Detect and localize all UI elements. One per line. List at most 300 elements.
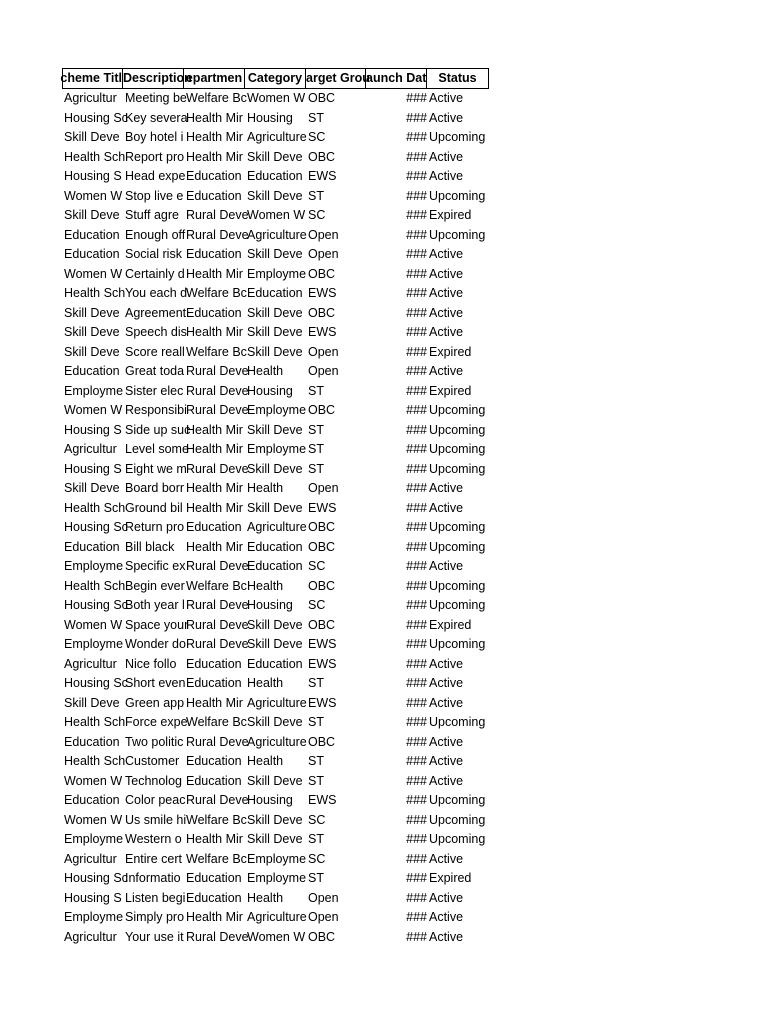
status-cell[interactable]: Upcoming — [429, 130, 486, 144]
launch-date-cell[interactable]: ### — [406, 227, 427, 242]
description-cell[interactable]: Bill black — [125, 539, 175, 554]
department-cell[interactable]: Education — [186, 773, 242, 788]
status-cell[interactable]: Active — [429, 754, 464, 768]
scheme-title-cell[interactable]: Employme — [64, 637, 124, 651]
category-cell[interactable]: Education — [247, 559, 303, 573]
scheme-title-cell[interactable]: Skill Deve — [64, 344, 120, 359]
description-cell[interactable]: Stop live e — [125, 188, 184, 203]
target-group-cell[interactable]: Open — [308, 364, 339, 378]
launch-date-cell[interactable]: ### — [406, 929, 427, 944]
target-group-cell[interactable]: ST — [308, 383, 324, 398]
description-cell[interactable]: Score reall — [125, 344, 185, 359]
target-group-cell[interactable]: SC — [308, 598, 326, 612]
status-cell[interactable]: Upcoming — [429, 403, 486, 417]
target-group-cell[interactable]: OBC — [308, 929, 336, 944]
department-cell[interactable]: Health Mir — [186, 910, 243, 924]
description-cell[interactable]: Speech dis — [125, 325, 187, 339]
target-group-cell[interactable]: EWS — [308, 695, 337, 710]
status-cell[interactable]: Active — [429, 559, 464, 573]
launch-date-cell[interactable]: ### — [406, 91, 427, 105]
scheme-title-cell[interactable]: Education — [64, 227, 120, 242]
scheme-title-cell[interactable]: Education — [64, 364, 120, 378]
launch-date-cell[interactable]: ### — [406, 442, 427, 456]
department-cell[interactable]: Health Mir — [186, 149, 243, 164]
department-cell[interactable]: Health Mir — [186, 266, 243, 281]
target-group-cell[interactable]: Open — [308, 481, 339, 495]
scheme-title-cell[interactable]: Women W — [64, 403, 123, 417]
launch-date-cell[interactable]: ### — [406, 383, 427, 398]
status-cell[interactable]: Upcoming — [429, 793, 486, 807]
scheme-title-cell[interactable]: Skill Deve — [64, 130, 120, 144]
target-group-cell[interactable]: Open — [308, 227, 339, 242]
status-cell[interactable]: Active — [429, 149, 464, 164]
department-cell[interactable]: Rural Deve — [186, 208, 249, 222]
status-cell[interactable]: Active — [429, 890, 464, 905]
target-group-cell[interactable]: EWS — [308, 325, 337, 339]
description-cell[interactable]: Begin ever — [125, 578, 185, 593]
launch-date-cell[interactable]: ### — [406, 266, 427, 281]
description-cell[interactable]: Boy hotel i — [125, 130, 184, 144]
description-cell[interactable]: Head expe — [125, 169, 186, 183]
status-cell[interactable]: Upcoming — [429, 832, 486, 846]
target-group-cell[interactable]: SC — [308, 851, 326, 866]
description-cell[interactable]: Two politic — [125, 734, 184, 749]
description-cell[interactable]: Side up suc — [125, 422, 191, 437]
target-group-cell[interactable]: SC — [308, 812, 326, 827]
target-group-cell[interactable]: ST — [308, 871, 324, 885]
launch-date-cell[interactable]: ### — [406, 656, 427, 671]
department-cell[interactable]: Health Mir — [186, 832, 243, 846]
status-cell[interactable]: Active — [429, 266, 464, 281]
category-cell[interactable]: Health — [247, 364, 284, 378]
category-cell[interactable]: Skill Deve — [247, 461, 303, 476]
category-cell[interactable]: Health — [247, 578, 284, 593]
target-group-cell[interactable]: EWS — [308, 793, 337, 807]
category-cell[interactable]: Skill Deve — [247, 637, 303, 651]
scheme-title-cell[interactable]: Women W — [64, 617, 123, 632]
launch-date-cell[interactable]: ### — [406, 812, 427, 827]
description-cell[interactable]: Nice follo — [125, 656, 177, 671]
target-group-cell[interactable]: ST — [308, 715, 324, 729]
department-cell[interactable]: Health Mir — [186, 539, 243, 554]
launch-date-cell[interactable]: ### — [406, 286, 427, 300]
launch-date-cell[interactable]: ### — [406, 110, 427, 125]
status-cell[interactable]: Upcoming — [429, 578, 486, 593]
status-cell[interactable]: Expired — [429, 383, 472, 398]
target-group-cell[interactable]: Open — [308, 247, 339, 261]
target-group-cell[interactable]: EWS — [308, 637, 337, 651]
target-group-cell[interactable]: OBC — [308, 539, 336, 554]
category-cell[interactable]: Education — [247, 539, 303, 554]
scheme-title-cell[interactable]: Skill Deve — [64, 325, 120, 339]
target-group-cell[interactable]: ST — [308, 110, 324, 125]
scheme-title-cell[interactable]: Women W — [64, 266, 123, 281]
category-cell[interactable]: Skill Deve — [247, 305, 303, 320]
status-cell[interactable]: Active — [429, 305, 464, 320]
scheme-title-cell[interactable]: Women W — [64, 773, 123, 788]
status-cell[interactable]: Active — [429, 676, 464, 690]
department-cell[interactable]: Rural Deve — [186, 734, 249, 749]
scheme-title-cell[interactable]: Health Sch — [64, 715, 126, 729]
scheme-title-cell[interactable]: Housing Sc — [64, 110, 128, 125]
launch-date-cell[interactable]: ### — [406, 169, 427, 183]
launch-date-cell[interactable]: ### — [406, 403, 427, 417]
scheme-title-cell[interactable]: Education — [64, 793, 120, 807]
description-cell[interactable]: Both year l — [125, 598, 185, 612]
target-group-cell[interactable]: OBC — [308, 266, 336, 281]
target-group-cell[interactable]: OBC — [308, 305, 336, 320]
category-cell[interactable]: Employme — [247, 851, 307, 866]
scheme-title-cell[interactable]: Agricultur — [64, 442, 117, 456]
launch-date-cell[interactable]: ### — [406, 617, 427, 632]
launch-date-cell[interactable]: ### — [406, 520, 427, 534]
description-cell[interactable]: Stuff agre — [125, 208, 179, 222]
scheme-title-cell[interactable]: Women W — [64, 188, 123, 203]
description-cell[interactable]: Return pro — [125, 520, 185, 534]
header-target-group[interactable]: arget Grou — [306, 68, 366, 89]
launch-date-cell[interactable]: ### — [406, 149, 427, 164]
scheme-title-cell[interactable]: Housing Sc — [64, 871, 128, 885]
scheme-title-cell[interactable]: Housing S — [64, 890, 122, 905]
scheme-title-cell[interactable]: Housing Sc — [64, 520, 128, 534]
description-cell[interactable]: Meeting be — [125, 91, 187, 105]
launch-date-cell[interactable]: ### — [406, 871, 427, 885]
status-cell[interactable]: Active — [429, 734, 464, 749]
description-cell[interactable]: Entire cert — [125, 851, 182, 866]
department-cell[interactable]: Education — [186, 754, 242, 768]
description-cell[interactable]: You each d — [125, 286, 188, 300]
category-cell[interactable]: Skill Deve — [247, 832, 303, 846]
status-cell[interactable]: Active — [429, 91, 464, 105]
category-cell[interactable]: Health — [247, 481, 284, 495]
category-cell[interactable]: Women W — [247, 929, 306, 944]
launch-date-cell[interactable]: ### — [406, 559, 427, 573]
category-cell[interactable]: Housing — [247, 383, 293, 398]
target-group-cell[interactable]: ST — [308, 832, 324, 846]
target-group-cell[interactable]: OBC — [308, 91, 336, 105]
category-cell[interactable]: Agriculture — [247, 910, 307, 924]
launch-date-cell[interactable]: ### — [406, 364, 427, 378]
department-cell[interactable]: Education — [186, 656, 242, 671]
scheme-title-cell[interactable]: Skill Deve — [64, 305, 120, 320]
header-department[interactable]: epartmen — [184, 68, 245, 89]
status-cell[interactable]: Active — [429, 481, 464, 495]
description-cell[interactable]: Listen begi — [125, 890, 186, 905]
target-group-cell[interactable]: ST — [308, 773, 324, 788]
description-cell[interactable]: Eight we m — [125, 461, 187, 476]
launch-date-cell[interactable]: ### — [406, 208, 427, 222]
department-cell[interactable]: Rural Deve — [186, 929, 249, 944]
scheme-title-cell[interactable]: Agricultur — [64, 929, 117, 944]
category-cell[interactable]: Employme — [247, 442, 307, 456]
launch-date-cell[interactable]: ### — [406, 754, 427, 768]
department-cell[interactable]: Rural Deve — [186, 793, 249, 807]
scheme-title-cell[interactable]: Employme — [64, 383, 124, 398]
launch-date-cell[interactable]: ### — [406, 676, 427, 690]
category-cell[interactable]: Skill Deve — [247, 149, 303, 164]
scheme-title-cell[interactable]: Education — [64, 734, 120, 749]
scheme-title-cell[interactable]: Women W — [64, 812, 123, 827]
launch-date-cell[interactable]: ### — [406, 637, 427, 651]
scheme-title-cell[interactable]: Agricultur — [64, 91, 117, 105]
description-cell[interactable]: Ground bil — [125, 500, 183, 515]
launch-date-cell[interactable]: ### — [406, 305, 427, 320]
category-cell[interactable]: Health — [247, 754, 284, 768]
description-cell[interactable]: Agreement — [125, 305, 187, 320]
category-cell[interactable]: Health — [247, 890, 284, 905]
category-cell[interactable]: Education — [247, 169, 303, 183]
description-cell[interactable]: Sister elec — [125, 383, 184, 398]
scheme-title-cell[interactable]: Housing S — [64, 461, 122, 476]
launch-date-cell[interactable]: ### — [406, 188, 427, 203]
status-cell[interactable]: Expired — [429, 344, 472, 359]
department-cell[interactable]: Rural Deve — [186, 598, 249, 612]
status-cell[interactable]: Active — [429, 929, 464, 944]
category-cell[interactable]: Housing — [247, 110, 293, 125]
category-cell[interactable]: Employme — [247, 871, 307, 885]
description-cell[interactable]: Space your — [125, 617, 189, 632]
department-cell[interactable]: Health Mir — [186, 110, 243, 125]
description-cell[interactable]: Color peac — [125, 793, 186, 807]
department-cell[interactable]: Rural Deve — [186, 637, 249, 651]
category-cell[interactable]: Education — [247, 656, 303, 671]
category-cell[interactable]: Skill Deve — [247, 500, 303, 515]
description-cell[interactable]: Enough off — [125, 227, 186, 242]
department-cell[interactable]: Rural Deve — [186, 403, 249, 417]
description-cell[interactable]: Responsibi — [125, 403, 187, 417]
department-cell[interactable]: Education — [186, 247, 242, 261]
description-cell[interactable]: Us smile hi — [125, 812, 187, 827]
scheme-title-cell[interactable]: Agricultur — [64, 851, 117, 866]
department-cell[interactable]: Rural Deve — [186, 461, 249, 476]
category-cell[interactable]: Employme — [247, 266, 307, 281]
target-group-cell[interactable]: Open — [308, 344, 339, 359]
scheme-title-cell[interactable]: Education — [64, 539, 120, 554]
description-cell[interactable]: Great toda — [125, 364, 185, 378]
description-cell[interactable]: Customer — [125, 754, 180, 768]
scheme-title-cell[interactable]: Employme — [64, 559, 124, 573]
scheme-title-cell[interactable]: Skill Deve — [64, 208, 120, 222]
status-cell[interactable]: Active — [429, 247, 464, 261]
category-cell[interactable]: Skill Deve — [247, 344, 303, 359]
description-cell[interactable]: Simply pro — [125, 910, 185, 924]
status-cell[interactable]: Active — [429, 851, 464, 866]
category-cell[interactable]: Skill Deve — [247, 247, 303, 261]
target-group-cell[interactable]: EWS — [308, 286, 337, 300]
launch-date-cell[interactable]: ### — [406, 247, 427, 261]
scheme-title-cell[interactable]: Employme — [64, 910, 124, 924]
department-cell[interactable]: Education — [186, 305, 242, 320]
launch-date-cell[interactable]: ### — [406, 832, 427, 846]
status-cell[interactable]: Active — [429, 773, 464, 788]
department-cell[interactable]: Education — [186, 676, 242, 690]
scheme-title-cell[interactable]: Health Sch — [64, 578, 126, 593]
description-cell[interactable]: Western o — [125, 832, 182, 846]
status-cell[interactable]: Upcoming — [429, 422, 486, 437]
department-cell[interactable]: Welfare Bc — [186, 578, 247, 593]
launch-date-cell[interactable]: ### — [406, 695, 427, 710]
scheme-title-cell[interactable]: Health Sch — [64, 754, 126, 768]
category-cell[interactable]: Agriculture — [247, 227, 307, 242]
target-group-cell[interactable]: EWS — [308, 656, 337, 671]
department-cell[interactable]: Rural Deve — [186, 383, 249, 398]
description-cell[interactable]: Certainly d — [125, 266, 185, 281]
department-cell[interactable]: Health Mir — [186, 442, 243, 456]
status-cell[interactable]: Active — [429, 325, 464, 339]
target-group-cell[interactable]: OBC — [308, 734, 336, 749]
target-group-cell[interactable]: OBC — [308, 149, 336, 164]
department-cell[interactable]: Rural Deve — [186, 617, 249, 632]
status-cell[interactable]: Active — [429, 169, 464, 183]
category-cell[interactable]: Skill Deve — [247, 812, 303, 827]
description-cell[interactable]: Your use it — [125, 929, 184, 944]
description-cell[interactable]: Short even — [125, 676, 186, 690]
category-cell[interactable]: Skill Deve — [247, 325, 303, 339]
department-cell[interactable]: Education — [186, 871, 242, 885]
status-cell[interactable]: Upcoming — [429, 442, 486, 456]
scheme-title-cell[interactable]: Agricultur — [64, 656, 117, 671]
description-cell[interactable]: Green app — [125, 695, 185, 710]
category-cell[interactable]: Agriculture — [247, 695, 307, 710]
scheme-title-cell[interactable]: Housing Sc — [64, 598, 128, 612]
launch-date-cell[interactable]: ### — [406, 773, 427, 788]
target-group-cell[interactable]: ST — [308, 461, 324, 476]
description-cell[interactable]: Informatio — [125, 871, 181, 885]
category-cell[interactable]: Skill Deve — [247, 422, 303, 437]
category-cell[interactable]: Women W — [247, 91, 306, 105]
description-cell[interactable]: Report pro — [125, 149, 185, 164]
status-cell[interactable]: Upcoming — [429, 520, 486, 534]
status-cell[interactable]: Active — [429, 910, 464, 924]
department-cell[interactable]: Education — [186, 520, 242, 534]
launch-date-cell[interactable]: ### — [406, 344, 427, 359]
target-group-cell[interactable]: ST — [308, 422, 324, 437]
description-cell[interactable]: Specific ex — [125, 559, 186, 573]
department-cell[interactable]: Health Mir — [186, 695, 243, 710]
category-cell[interactable]: Housing — [247, 793, 293, 807]
category-cell[interactable]: Skill Deve — [247, 773, 303, 788]
description-cell[interactable]: Technolog — [125, 773, 182, 788]
status-cell[interactable]: Expired — [429, 208, 472, 222]
department-cell[interactable]: Rural Deve — [186, 559, 249, 573]
description-cell[interactable]: Social risk — [125, 247, 182, 261]
header-scheme-title[interactable]: cheme Titl — [62, 68, 123, 89]
launch-date-cell[interactable]: ### — [406, 598, 427, 612]
category-cell[interactable]: Housing — [247, 598, 293, 612]
department-cell[interactable]: Health Mir — [186, 422, 243, 437]
target-group-cell[interactable]: SC — [308, 559, 326, 573]
department-cell[interactable]: Health Mir — [186, 130, 243, 144]
target-group-cell[interactable]: EWS — [308, 169, 337, 183]
department-cell[interactable]: Welfare Bc — [186, 812, 247, 827]
category-cell[interactable]: Women W — [247, 208, 306, 222]
department-cell[interactable]: Education — [186, 890, 242, 905]
scheme-title-cell[interactable]: Skill Deve — [64, 481, 120, 495]
scheme-title-cell[interactable]: Health Sch — [64, 149, 126, 164]
status-cell[interactable]: Upcoming — [429, 598, 486, 612]
header-category[interactable]: Category — [245, 68, 306, 89]
status-cell[interactable]: Active — [429, 110, 464, 125]
scheme-title-cell[interactable]: Health Sch — [64, 500, 126, 515]
department-cell[interactable]: Welfare Bc — [186, 851, 247, 866]
target-group-cell[interactable]: OBC — [308, 617, 336, 632]
scheme-title-cell[interactable]: Health Sch — [64, 286, 126, 300]
category-cell[interactable]: Skill Deve — [247, 188, 303, 203]
department-cell[interactable]: Welfare Bc — [186, 715, 247, 729]
department-cell[interactable]: Health Mir — [186, 325, 243, 339]
description-cell[interactable]: Force expe — [125, 715, 188, 729]
status-cell[interactable]: Upcoming — [429, 461, 486, 476]
target-group-cell[interactable]: Open — [308, 910, 339, 924]
target-group-cell[interactable]: ST — [308, 676, 324, 690]
target-group-cell[interactable]: Open — [308, 890, 339, 905]
category-cell[interactable]: Agriculture — [247, 130, 307, 144]
launch-date-cell[interactable]: ### — [406, 422, 427, 437]
target-group-cell[interactable]: OBC — [308, 520, 336, 534]
launch-date-cell[interactable]: ### — [406, 910, 427, 924]
department-cell[interactable]: Welfare Bc — [186, 286, 247, 300]
status-cell[interactable]: Active — [429, 286, 464, 300]
description-cell[interactable]: Level some — [125, 442, 189, 456]
launch-date-cell[interactable]: ### — [406, 734, 427, 749]
target-group-cell[interactable]: SC — [308, 130, 326, 144]
status-cell[interactable]: Expired — [429, 617, 472, 632]
target-group-cell[interactable]: OBC — [308, 403, 336, 417]
header-status[interactable]: Status — [427, 68, 489, 89]
status-cell[interactable]: Active — [429, 695, 464, 710]
target-group-cell[interactable]: EWS — [308, 500, 337, 515]
status-cell[interactable]: Upcoming — [429, 637, 486, 651]
launch-date-cell[interactable]: ### — [406, 539, 427, 554]
department-cell[interactable]: Health Mir — [186, 481, 243, 495]
department-cell[interactable]: Welfare Bc — [186, 91, 247, 105]
status-cell[interactable]: Upcoming — [429, 539, 486, 554]
description-cell[interactable]: Board borr — [125, 481, 185, 495]
scheme-title-cell[interactable]: Housing Sc — [64, 676, 128, 690]
department-cell[interactable]: Health Mir — [186, 500, 243, 515]
status-cell[interactable]: Active — [429, 500, 464, 515]
status-cell[interactable]: Upcoming — [429, 188, 486, 203]
target-group-cell[interactable]: OBC — [308, 578, 336, 593]
category-cell[interactable]: Education — [247, 286, 303, 300]
scheme-title-cell[interactable]: Education — [64, 247, 120, 261]
category-cell[interactable]: Health — [247, 676, 284, 690]
scheme-title-cell[interactable]: Housing S — [64, 422, 122, 437]
status-cell[interactable]: Expired — [429, 871, 472, 885]
target-group-cell[interactable]: ST — [308, 188, 324, 203]
launch-date-cell[interactable]: ### — [406, 500, 427, 515]
target-group-cell[interactable]: SC — [308, 208, 326, 222]
launch-date-cell[interactable]: ### — [406, 130, 427, 144]
status-cell[interactable]: Active — [429, 656, 464, 671]
target-group-cell[interactable]: ST — [308, 442, 324, 456]
target-group-cell[interactable]: ST — [308, 754, 324, 768]
scheme-title-cell[interactable]: Employme — [64, 832, 124, 846]
launch-date-cell[interactable]: ### — [406, 481, 427, 495]
category-cell[interactable]: Employme — [247, 403, 307, 417]
launch-date-cell[interactable]: ### — [406, 325, 427, 339]
category-cell[interactable]: Agriculture — [247, 734, 307, 749]
launch-date-cell[interactable]: ### — [406, 793, 427, 807]
department-cell[interactable]: Education — [186, 169, 242, 183]
launch-date-cell[interactable]: ### — [406, 890, 427, 905]
department-cell[interactable]: Education — [186, 188, 242, 203]
status-cell[interactable]: Upcoming — [429, 227, 486, 242]
category-cell[interactable]: Skill Deve — [247, 617, 303, 632]
description-cell[interactable]: Key severa — [125, 110, 188, 125]
status-cell[interactable]: Active — [429, 364, 464, 378]
scheme-title-cell[interactable]: Housing S — [64, 169, 122, 183]
